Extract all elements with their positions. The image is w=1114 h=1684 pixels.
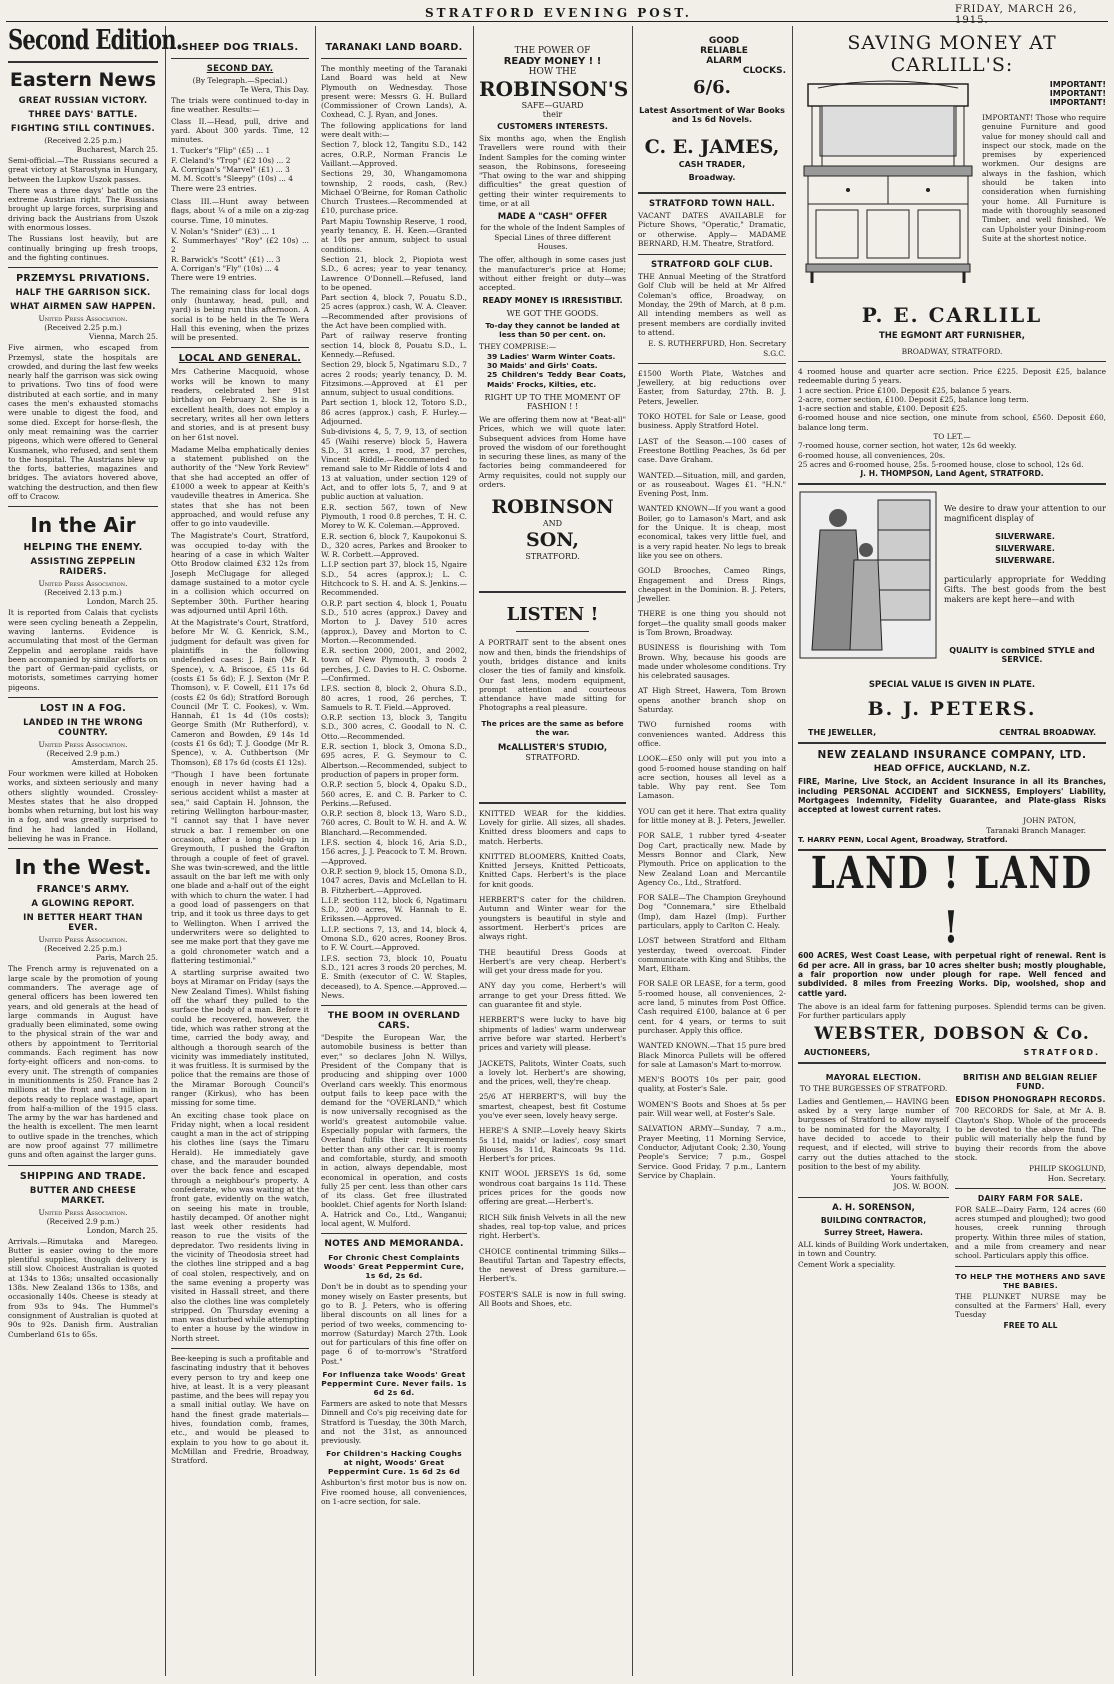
advert-line: IMPORTANT! — [1049, 80, 1106, 89]
carlill-advert — [798, 80, 1106, 285]
article-paragraph: Mrs Catherine Macquoid, whose works will be known to many readers, celebrated her 91st birthday on February 2. She is in excellent health, does not employ a secretary, writes all her own letters and stories, and is at present busy on her 61st novel. — [171, 367, 309, 442]
overland-cars-heading: THE BOOM IN OVERLAND CARS. — [327, 1011, 461, 1032]
advert-line: To-day they cannot be landed at less than 50 per cent. on. — [485, 321, 620, 340]
advert-paragraph: THE PLUNKET NURSE may be consulted at the Farmers' Hall, every Tuesday — [955, 1291, 1106, 1320]
land-heading: LAND ! LAND ! — [810, 848, 1094, 955]
plunket-heading: TO HELP THE MOTHERS AND SAVE THE BABIES. — [955, 1271, 1106, 1290]
advert-line: THE JEWELLER, — [808, 728, 877, 738]
webster-heading: WEBSTER, DOBSON & Co. — [814, 1024, 1090, 1045]
advert-line: HEAD OFFICE, AUCKLAND, N.Z. — [873, 764, 1031, 775]
result-row: V. Nolan's "Snider" (£3) ... 1 — [171, 226, 276, 236]
classified-advert: RICH Silk finish Velvets in all the new shades, real top-top value, and prices right. Herbert's. — [479, 1212, 626, 1241]
advert-line: THEY COMPRISE:— — [479, 342, 557, 352]
headline: ASSISTING ZEPPELIN RAIDERS. — [30, 557, 136, 578]
article-paragraph: L.I.P. section 112, block 6, Ngatimaru S.D., 200 acres, W. Hannah to E. Erikssen.—Approved. — [321, 895, 467, 924]
estate-listing: 6-roomed house and nice section, one minute from school, £560. Deposit £60, balance long term. — [798, 413, 1106, 432]
advert-line: CENTRAL BROADWAY. — [999, 728, 1096, 738]
carlill-name: P. E. CARLILL — [861, 303, 1043, 327]
article-paragraph: The Magistrate's Court, Stratford, was occupied to-day with the hearing of a case in which Walter Otto Brodow claimed £32 12s from Joseph McClugage for alleged damage sustained to a motor cycle in a collision which occurred on September 30th. Further hearing was adjourned until April 16th. — [171, 531, 309, 615]
article-paragraph: Ashburton's first motor bus is now on. Five roomed house, all conveniences, on 1-acre section, for sale. — [321, 1478, 467, 1507]
mayoral-heading: MAYORAL ELECTION. — [825, 1073, 922, 1083]
webster-footer — [804, 1048, 1100, 1057]
advert-line: Broadway. — [688, 173, 736, 182]
article-paragraph: E.R. section 6, block 7, Kaupokonui S. D., 320 acres, Parkes and Brooker to W. R. Corbett.—Approved. — [321, 531, 467, 560]
advert-line: MADE A "CASH" OFFER — [497, 212, 608, 223]
advert-line: Cement Work a speciality. — [798, 1260, 896, 1270]
advert-paragraph: FOR SALE—Dairy Farm, 124 acres (60 acres stumped and ploughed); two good houses, creek running through property. Within three miles of station, and a mile from creamery and near school. Particulars apply this office. — [955, 1204, 1106, 1261]
telegraph-note: (By Telegraph.—Special.) — [192, 76, 288, 85]
notes-item-heading: For Influenza take Woods' Great Peppermint Cure. Never fails. 1s 6d 2s 6d. — [321, 1370, 467, 1397]
article-paragraph: Farmers are asked to note that Messrs Dinnell and Co's pig receiving date for Stratford is Tuesday, the 30th March, and not the 31st, as announced previously. — [321, 1399, 467, 1446]
column-rule — [632, 26, 633, 1676]
article-paragraph: E.R. section 567, town of New Plymouth, 1 rood 0.8 perches, T. H. C. Morey to W. K. Coleman.—Approved. — [321, 502, 467, 531]
advert-line: ALARM — [706, 56, 742, 66]
classified-advert: £1500 Worth Plate, Watches and Jewellery, at big reductions over Easter, from Saturday, 27th. B. J. Peters, Jeweller. — [638, 368, 786, 406]
advert-line: QUALITY is combined STYLE and SERVICE. — [949, 646, 1095, 665]
advert-paragraph: We desire to draw your attention to our magnificent display of — [944, 504, 1106, 524]
notes-item-heading: For Children's Hacking Coughs at night, Woods' Great Peppermint Cure. 1s 6d 2s 6d — [326, 1449, 462, 1477]
estate-listing: 2-acre, corner section, £100. Deposit £25, balance long term. — [798, 394, 1029, 404]
dateline: Paris, March 25. — [96, 953, 158, 963]
received-time: (Received 2.9 p.m.) — [46, 1216, 120, 1226]
advert-line: FREE TO ALL — [1003, 1321, 1058, 1331]
sheep-dog-trials-heading: SHEEP DOG TRIALS. — [181, 42, 299, 53]
article-paragraph: The following applications for land were dealt with:— — [321, 120, 467, 140]
shop-illustration — [798, 490, 938, 660]
advert-paragraph: We are offering them now at "Beat-all" Prices, which we will quote later. Subsequent advices from Home have proved the wisdom of our forethought in securing these lines, as many of the factories being commandeered for Army requisites, could not supply our orders. — [479, 414, 626, 490]
in-the-west-heading: In the West. — [14, 855, 152, 880]
entries-count: There were 19 entries. — [171, 273, 257, 283]
article-paragraph: The French army is rejuvenated on a large scale by the promotion of young commanders. The average age of general officers has been lowered ten years, and old generals at the head of large commands in August have gradually been eliminated, some owing to the physical strain of the war and others by appointment to Territorial commands. Each regiment has now forty-eight officers and non-coms. to every unit. The strength of companies in munitionments is 250. France has 2 millions at the front and 1 million in depots ready to replace wastage, apart from half-a-million of the 1915 class. The army by the war has hardened and the health is excellent. The men learnt to outlive spade in the trenches, which are now proof against 77 millimetre guns and often against the larger guns. — [8, 964, 158, 1160]
article-paragraph: There was a three days' battle on the extreme Austrian right. The Russians brought up large forces, surprising and driving back the Austrians from Uszok with enormous losses. — [8, 185, 158, 233]
advert-line: HOW THE — [528, 67, 577, 77]
classified-advert: YOU can get it here. That extra quality for little money at B. J. Peters, Jeweller. — [638, 806, 786, 826]
advert-line: STRATFORD. — [525, 552, 580, 562]
headline: SECOND DAY. — [206, 64, 274, 74]
classified-advert: CHOICE continental trimming Silks—Beautiful Tartan and Tapestry effects, the newest of Dress garniture.—Herbert's. — [479, 1246, 626, 1284]
entries-count: There were 23 entries. — [171, 183, 257, 193]
advert-line: GOOD — [708, 36, 740, 46]
classified-advert: FOR SALE—The Champion Greyhound Dog "Connemara," sire Ethelbald (Imp), dam Hazel (Imp). Further particulars, apply to Carlton C. Healy. — [638, 893, 786, 930]
column-3 — [321, 26, 467, 1676]
article-paragraph: I.F.S. section 73, block 10, Pouatu S.D., 121 acres 3 roods 20 perches, M. E. Smith (executor of C. W. Staples, deceased), to A. Spence.—Approved.—News. — [321, 953, 467, 1000]
headline: A GLOWING REPORT. — [31, 899, 135, 910]
classified-advert: FOSTER'S SALE is now in full swing. All Boots and Shoes, etc. — [479, 1289, 626, 1309]
advert-line: The prices are the same as before the war. — [481, 718, 624, 737]
advert-line: SILVERWARE. — [995, 556, 1055, 566]
notes-item-heading: For Chronic Chest Complaints Woods' Great Peppermint Cure, 1s 6d, 2s 6d. — [323, 1253, 465, 1281]
classified-advert: VACANT DATES AVAILABLE for Picture Shows, "Operatic," Dramatic, or otherwise. Apply— MADAME BERNARD, H.M. Theatre, Stratford. — [638, 211, 786, 248]
advert-line: CUSTOMERS INTERESTS. — [497, 122, 608, 131]
headline: FRANCE'S ARMY. — [36, 884, 130, 896]
son-heading: SON, — [525, 529, 580, 552]
classified-advert: 25/6 AT HERBERT'S, will buy the smartest, cheapest, best fit Costume you've ever seen, lovely heavy serge. — [479, 1092, 626, 1120]
advert-line: BUILDING CONTRACTOR, — [820, 1215, 927, 1225]
article-paragraph: Four workmen were killed at Hoboken works, and sixteen seriously and many others slightly wounded. Crossley-Mestes states that he also dropped bombs when returning, but lost his way in a fog, and was greatly surprised to find he had landed in Holland, believing he was in France. — [8, 768, 158, 844]
classified-advert: FOR SALE OR LEASE, for a term, good 5-roomed house, all conveniences, 2-acre land, 5 minutes from Post Office. Cash required £100, balance at 6 per cent. for 4 years, or terms to suit purchaser. Apply this office. — [638, 979, 786, 1035]
masthead — [0, 0, 1114, 26]
column-rule — [315, 26, 316, 1676]
article-paragraph: An exciting chase took place on Friday night, when a local resident caught a man in the act of stripping his clothes line (says the Timaru Herald). He immediately gave chase, and the marauder bounded over the back fence and escaped through a neighbour's property. A confederate, who was waiting at the front gate, evidently on the watch, on seeing his mate in trouble, hastily decamped. Of another night last week other residents had reason to rue the visits of the depredator. Two residents living in the vicinity of Theodosia street had the clothes line stripped and a bag of coal stolen, respectively, and on the same evening a property was visited in Hassall street, and there also the clothes line was completely stripped. On Thursday evening a man was disturbed while attempting to enter a house by the window in North street. — [171, 1110, 309, 1343]
result-row: F. Cleland's "Trop" (£2 10s) ... 2 — [171, 155, 291, 165]
right-adverts — [955, 1069, 1106, 1330]
received-time: (Received 2.25 p.m.) — [44, 323, 122, 333]
article-paragraph: O.R.P. section 5, block 4, Opaku S.D., 560 acres, E. and C. B. Parker to C. Perkins.—Refused. — [321, 780, 467, 808]
advert-line: WE GOT THE GOODS. — [506, 309, 599, 319]
masthead-rule — [6, 21, 1108, 22]
column-rule — [473, 26, 474, 1676]
advert-line: SILVERWARE. — [995, 544, 1055, 554]
press-credit: United Press Association. — [38, 314, 128, 324]
classified-advert: JACKETS, Palitots, Winter Coats, such a lovely lot. Herbert's are showing, and the prices, well, they're cheap. — [479, 1058, 626, 1087]
dateline: Amsterdam, March 25. — [71, 757, 158, 767]
article-paragraph: Section 21, block 2, Piopiota west S.D., 6 acres; year to year tenancy, Lawrence O'Donnell.—Refused, land to be opened. — [321, 254, 467, 292]
article-paragraph: Section 29, block 5, Ngatimaru S.D., 7 acres 2 roods; yearly tenancy, D. M. Fitzsimons.—Approved at £1 per annum, subject to usual conditions. — [321, 360, 467, 398]
article-paragraph: Sub-divisions 4, 5, 7, 9, 13, of section 45 (Waihi reserve) block 5, Hawera S.D., 31 acres, 1 rood, 37 perches, Vincent Riddle.—Recommended to remand sale to Mr Riddle of lots 4 and 13 at valuation, under section 129 of Act, and to offer lots 5, 7, and 9 at public auction at valuation. — [321, 427, 467, 502]
article-paragraph: Sections 29, 30, Whangamomona township, 2 roods, cash, (Rev.) Michael O'Beirne, for Roman Catholic Church Trustees.—Recommended at £10, purchase price. — [321, 169, 467, 216]
article-paragraph: Part section 4, block 7, Pouatu S.D., 25 acres (approx.) cash, W. A. Cleaver.—Recommended after provisions of the Act have been complied with. — [321, 293, 467, 331]
bee-keeping-advert: Bee-keeping is such a profitable and fascinating industry that it behoves every person to try and keep one hive, at least. It is a very pleasant pastime, and the bees will repay you a small initial outlay. We have on hand the finest grade materials—hives, foundation comb, frames, etc., and would be pleased to explain to you how to go about it. McMillan and Fredrie, Broadway, Stratford. — [171, 1354, 309, 1466]
silverware-advert — [798, 490, 1106, 660]
advert-line: IMPORTANT! — [1049, 89, 1106, 98]
signature: JOS. W. BOON. — [893, 1182, 949, 1192]
headline: WHAT AIRMEN SAW HAPPEN. — [10, 302, 156, 313]
classified-advert: HERBERT'S cater for the children. Autumn and Winter wear for the youngsters is beautiful in style and assortment. Herbert's prices are always right. — [479, 895, 626, 942]
result-row: A. Corrigan's "Fly" (10s) ... 4 — [171, 264, 279, 274]
headline: HALF THE GARRISON SICK. — [15, 288, 151, 299]
advert-paragraph: The above is an ideal farm for fattening purposes. Splendid terms can be given. For further particulars apply — [798, 1001, 1106, 1021]
headline: SHIPPING AND TRADE. — [19, 1170, 147, 1182]
insurance-heading: NEW ZEALAND INSURANCE COMPANY, LTD. — [817, 749, 1087, 762]
clock-price: 6/6. — [693, 77, 731, 98]
article-paragraph: At the Magistrate's Court, Stratford, before Mr W. G. Kenrick, S.M., judgment for default was given for plaintiffs in the following undefended cases: J. Bain (Mr R. Spence), v. A. Briscoe, £5 11s 6d (costs £1 5s 6d); F. J. Sexton (Mr P. Thomson), v. F. Cowell, £11 17s 6d (costs £2 0s 6d); Stratford Borough Council (Mr T. C. Fookes), v. Wm. Hannah, £1 1s 4d (10s costs); George Smith (Mr Rutherford), v. Cameron and Bowden, £9 14s 1d (costs £1 6s 6d); T. J. Goodge (Mr R. Spence), v. A. Cuthbertson (Mr Thomson), £8 17s 6d (costs £1 12s). — [171, 618, 309, 767]
article-paragraph: L.I.P. sections 7, 13, and 14, block 4, Omona S.D., 620 acres, Rooney Bros. to F. W. Court.—Approved. — [321, 924, 467, 953]
article-paragraph: O.R.P. section 8, block 13, Waro S.D., 760 acres, C. Boult to W. H. and A. W. Blanchard.—Recommended. — [321, 809, 467, 837]
town-hall-heading: STRATFORD TOWN HALL. — [649, 199, 775, 209]
result-row: K. Summerhayes' "Roy" (£2 10s) ... 2 — [171, 236, 309, 255]
advert-line: Surrey Street, Hawera. — [824, 1227, 923, 1237]
advert-paragraph: The offer, although in some cases just the manufacturer's price at Home; without either freight or duty—was accepted. — [479, 255, 626, 293]
result-row: R. Barwick's "Scott" (£1) ... 3 — [171, 254, 281, 264]
advert-paragraph: A PORTRAIT sent to the absent ones now and then, binds the friendships of youth, bridges distance and knits closer the ties of family and kinsfolk. Our fast lens, modern equipment, prompt attention and courteous attendance have made sitting for Photographs a real pleasure. — [479, 638, 626, 713]
advert-line: THE POWER OF — [514, 46, 591, 56]
column-5 — [638, 26, 786, 1676]
article-paragraph: The remaining class for local dogs only (huntaway, head, pull, and yard) is being run this afternoon. A social is to be held in the Te Wera Hall this evening, when the prizes will be presented. — [171, 286, 309, 343]
left-adverts — [798, 1069, 949, 1330]
taranaki-land-board-heading: TARANAKI LAND BOARD. — [325, 42, 463, 53]
signature: Taranaki Branch Manager. — [986, 825, 1086, 835]
article-paragraph: O.R.P. part section 4, block 1, Pouatu S.D., 510 acres (approx.) Davey and Morton to J. Davey 510 acres (approx.), Davey and Morton to C. Morton.—Recommended. — [321, 598, 467, 645]
column-rule — [165, 26, 166, 1676]
classified-advert: WANTED KNOWN—If you want a good Boiler, go to Lamason's Mart, and ask for the Unique. It is cheap, most economical, takes very little fuel, and is a very rapid heater. No legs to break like you see on others. — [638, 504, 786, 560]
column-rule — [792, 26, 793, 1676]
local-and-general-heading: LOCAL AND GENERAL. — [178, 353, 302, 365]
article-paragraph: The monthly meeting of the Taranaki Land Board was held at New Plymouth on Wednesday. Those present were: Messrs G. H. Bullard (Commissioner of Crown Lands), A. Coxhead, C. J. Ryan, and Jones. — [321, 64, 467, 120]
edison-heading: EDISON PHONOGRAPH RECORDS. — [955, 1095, 1106, 1105]
classified-advert: LOST between Stratford and Eltham yesterday, tweed overcoat. Finder communicate with King and Stibbs, the Mart, Eltham. — [638, 936, 786, 974]
advert-line: READY MONEY IS IRRESISTIBLT. — [482, 296, 623, 306]
advert-paragraph: Ladies and Gentlemen,— HAVING been asked by a very large number of burgesses of Stratford to allow myself to be nominated for the Mayoralty, I have decided to accede to their request, and if elected, will strive to carry out the duties attached to the position to the best of my ability. — [798, 1096, 949, 1171]
article-paragraph: Five airmen, who escaped from Przemysl, state the hospitals are crowded, and during the last few weeks nearly half the garrison was sick owing to privations. Two tins of food were distributed at each sortie, and in many cases the men's exhausted stomachs were unable to digest the food, and some died. Except for horse-flesh, the only meat remaining was the carrier pigeons, which were offered to General Kusmanek, who refused, and sent them to the hospital. The Austrians blew up the forts, batteries, magazines and bridges. The aviators hovered above, watching the destruction, and then flew off to Cracow. — [8, 343, 158, 502]
advert-line: AUCTIONEERS, — [804, 1048, 871, 1058]
estate-listing: 4 roomed house and quarter acre section. Price £225. Deposit £25, balance redeemable during 5 years. — [798, 367, 1106, 386]
dateline: London, March 25. — [86, 597, 158, 607]
estate-listing: 7-roomed house, corner section, hot water, 12s 6d weekly. — [798, 441, 1017, 451]
classified-advert: KNIT WOOL JERSEYS 1s 6d, some wondrous coat bargains 1s 11d. These prices prices for the goods now offering are great.—Herbert's. — [479, 1169, 626, 1207]
column-6 — [798, 26, 1106, 1676]
article-paragraph: E.R. section 1, block 3, Omona S.D., 695 acres, F. G. Seymour to C. Albertson.—Recommended, subject to production of papers in proper form. — [321, 742, 467, 779]
advert-paragraph: particularly appropriate for Wedding Gifts. The best goods from the best makers are kept here—and with — [944, 575, 1106, 605]
classified-advert: WANTED KNOWN.—That 15 pure bred Black Minorca Pullets will be offered for sale at Lamason's Mart to-morrow. — [638, 1041, 786, 1069]
article-paragraph: Class II.—Head, pull, drive and yard. About 300 yards. Time, 12 minutes. — [171, 116, 309, 145]
advert-line: STRATFORD. — [525, 752, 580, 762]
advert-line: THE EGMONT ART FURNISHER, — [878, 331, 1026, 341]
advert-paragraph: 700 RECORDS for Sale, at Mr A. B. Clayton's Shop. Whole of the proceeds to be devoted to the above fund. The public will materially help the fund by buying their records from the above stock. — [955, 1106, 1106, 1162]
headline: IN BETTER HEART THAN EVER. — [23, 913, 143, 934]
advert-paragraph: FIRE, Marine, Live Stock, an Accident Insurance in all its Branches, including PERSONAL ACCIDENT and SICKNESS, Employers' Liability, Mortgagees Indemnity, Fidelity Guarantee, and Plate-glass Risks accepted at lowest current rates. — [798, 777, 1106, 815]
result-row: A. Corrigan's "Marvel" (£1) ... 3 — [171, 165, 290, 175]
signature: Hon. Secretary. — [1047, 1173, 1106, 1183]
article-paragraph: I.F.S. section 8, block 2, Ohura S.D., 80 acres, 1 rood, 26 perches, T. Samuels to R. T. Field.—Approved. — [321, 684, 467, 712]
estate-listing: 6-roomed house, all conveniences, 20s. — [798, 450, 946, 460]
advert-list-item: 30 Maids' and Girls' Coats. — [487, 361, 598, 371]
advert-line: READY MONEY ! ! — [503, 56, 602, 67]
classified-advert: BUSINESS is flourishing with Tom Brown. Why, because his goods are made under wholesome conditions. Try his celebrated sausages. — [638, 643, 786, 681]
peters-name: B. J. PETERS. — [867, 698, 1037, 721]
received-time: (Received 2.25 p.m.) — [44, 136, 122, 145]
column-4 — [479, 26, 629, 1676]
headline: BUTTER AND CHEESE MARKET. — [29, 1185, 137, 1206]
article-paragraph: It is reported from Calais that cyclists were seen cycling beneath a Zeppelin, waving lanterns. Evidence is accumulating that most of the German Zeppelin and aeroplane raids have been accompanied by similar efforts on the part of German-paid cyclists, or motorists, sometimes carrying homer pigeons. — [8, 608, 158, 692]
sideboard-illustration — [798, 80, 978, 285]
classified-advert: FOR SALE, 1 rubber tyred 4-seater Dog Cart, practically new. Made by Messrs Bonnor and Clark, New Plymouth. Price on application to the New Zealand Loan and Mercantile Agency Co., Ltd., Stratford. — [638, 831, 786, 887]
headline: GREAT RUSSIAN VICTORY. — [18, 96, 148, 106]
article-paragraph: Semi-official.—The Russians secured a great victory at Starostyna in Hungary, between the Lupkow Uszok passes. — [8, 156, 158, 184]
classified-advert: HERE'S A SNIP.—Lovely heavy Skirts 5s 11d, maids' or ladies', cosy smart Blouses 3s 11d, Raincoats 9s 11d. Herbert's for prices. — [479, 1126, 626, 1164]
signature: PHILIP SKOGLUND, — [1028, 1164, 1106, 1174]
article-paragraph: "Though I have been fortunate enough in never having had a serious accident whilst a master at sea," said Captain H. Johnson, the retiring Wellington harbour-master, "I cannot say that I have never struck a bar. I remember on one occasion, after a long hold-up in Greymouth, I pushed the Grafton through a couple of feet of gravel. She was twin-screwed, and the little assault on the bar left me with only one blade and a-half out of the eight with which to churn the water. I had a good load of passengers on that trip, and it took us three days to get to Wellington. When I arrived the underwriters were so delighted to see me make port that they gave me a gold chronometer watch and a flattering testimonial." — [171, 769, 309, 965]
press-credit: United Press Association. — [38, 579, 128, 589]
classified-advert: TOKO HOTEL for Sale or Lease, good business. Apply Stratford Hotel. — [638, 412, 786, 431]
advert-list-item: 39 Ladies' Warm Winter Coats. — [487, 351, 616, 361]
classified-advert: HERBERT'S were lucky to have big shipments of ladies' warm underwear arrive before war started. Herbert's prices and variety will please. — [479, 1015, 626, 1053]
listen-heading: LISTEN ! — [506, 604, 599, 626]
headline: HELPING THE ENEMY. — [23, 542, 143, 554]
classified-advert: THE beautiful Dress Goods at Herbert's are very cheap. Herbert's will get your dress made for you. — [479, 947, 626, 976]
received-time: (Received 2.9 p.m.) — [46, 748, 120, 758]
press-credit: United Press Association. — [38, 1207, 128, 1217]
classified-advert: AT High Street, Hawera, Tom Brown opens another branch shop on Saturday. — [638, 686, 786, 715]
advert-paragraph: IMPORTANT! Those who require genuine Furniture and good value for money should call and inspect our stock, made on the premises by experienced workmen. Our designs are always in the fashion, which should be taken into consideration when furnishing your home. All Furniture is made with thoroughly seasoned Timber, and well finished. We can Upholster your Dining-room Suite at the shortest notice. — [982, 113, 1106, 243]
classified-advert: MEN'S BOOTS 10s per pair, good quality, at Foster's Sale. — [638, 1075, 786, 1094]
article-paragraph: A startling surprise awaited two boys at Miramar on Friday (says the New Zealand Times). Whilst fishing off the wharf they pulled to the surface the body of a man. Before it could be recovered, however, the tide, which was rather strong at the time, carried the body away, and although a thorough search of the vicinity was immediately instituted, it was fruitless. It is surmised by the police that the remains are those of the Miramar Borough Council's ranger (Kirkus), who has been missing for some time. — [171, 968, 309, 1108]
article-paragraph: Part section 1, block 12, Totoro S.D., 86 acres (approx.) cash, F. Hurley.—Adjourned. — [321, 398, 467, 426]
article-paragraph: "Despite the European War, the automobile business is better than ever," so declares John N. Willys, President of the Company that is producing and shipping over 1000 Overland cars weekly. This enormous output fails to keep pace with the demand for the "OVERLAND," which is now universally recognised as the world's greatest automobile value. Especially popular with farmers, the Overland fulfils their requirements better than any other car. It is roomy and comfortable, sturdy, and smooth in action, always dependable, most economical in operation, and costs fully 25 per cent. less than other cars of its class. Get free illustrated booklet. Chief agents for North Island: A. Hatrick and Co., Ltd., Wanganui; local agent, W. Mulford. — [321, 1033, 467, 1229]
article-paragraph: Madame Melba emphatically denies a statement published on the authority of the "New York Review" that she had accepted an offer of £1000 a week to appear at Keith's vaudeville theatres in America. She states that she has not been approached, and would refuse any offer to go into vaudeville. — [171, 444, 309, 529]
carlill-heading: CARLILL'S: — [890, 54, 1014, 76]
column-1 — [8, 25, 183, 1676]
classified-advert: TWO furnished rooms with conveniences wanted. Address this office. — [638, 720, 786, 748]
robinsons-heading: ROBINSON'S — [479, 77, 629, 101]
headline: LOST IN A FOG. — [39, 702, 127, 714]
article-paragraph: Don't be in doubt as to spending your money wisely on Easter presents, but go to B. J. Peters, who is offering liberal discounts on all lines for a period of two weeks, commencing to-morrow (Saturday) March 27th. Look out for particulars of this fine offer on page 6 of to-morrow's "Stratford Post." — [321, 1282, 467, 1366]
result-row: M. M. Scott's "Sleepy" (10s) ... 4 — [171, 174, 293, 184]
column-2 — [171, 26, 309, 1676]
advert-line: AND — [542, 519, 563, 529]
sorenson-name: A. H. SORENSON, — [832, 1202, 915, 1213]
dairy-farm-heading: DAIRY FARM FOR SALE. — [977, 1193, 1084, 1203]
article-paragraph: E.R. section 2000, 2001, and 2002, town of New Plymouth, 3 roods 2 perches, J. C. Davies to H. C. Osborne.—Confirmed. — [321, 646, 467, 683]
article-paragraph: Part of railway reserve fronting section 14, block 8, Pouatu S.D., L. Kennedy.—Refused. — [321, 331, 467, 359]
advert-line: RELIABLE — [700, 46, 748, 56]
advert-line: SILVERWARE. — [995, 532, 1055, 542]
received-time: (Received 2.25 p.m.) — [44, 944, 122, 954]
article-paragraph: O.R.P. section 13, block 3, Tangitu S.D., 300 acres, C. Goodall to N. C. Otto.—Recommended. — [321, 713, 467, 741]
eastern-news-heading: Eastern News — [9, 69, 157, 91]
article-paragraph: Arrivals.—Rimutaka and Maregeo. Butter is easier owing to the more plentiful supplies, though delivery is still slow. Choicest Australian is quoted at 134s to 136s; unsalted occasionally 138s. New Zealand 136s to 138s, and occasionally 140s. Cheese is steady at from 93s to 94s. The Hummel's consignment of Australian is quoted at 90s to 92s. Danish firm. Australian Cumberland 61s to 65s. — [8, 1236, 158, 1339]
signature: JOHN PATON, — [1023, 816, 1076, 826]
classified-advert: THERE is one thing you should not forget—the quality small goods maker is Tom Brown, Broadway. — [638, 609, 786, 637]
advert-line: their — [542, 110, 563, 119]
golf-club-heading: STRATFORD GOLF CLUB. — [650, 260, 774, 271]
peters-footer — [808, 728, 1096, 737]
james-heading: C. E. JAMES, — [644, 136, 780, 158]
carlill-heading: SAVING MONEY AT — [847, 32, 1057, 54]
classified-advert: KNITTED BLOOMERS, Knitted Coats, Knitted Jerseys, Knitted Petticoats, Knitted Caps. Herbert's is the place for knit goods. — [479, 851, 626, 889]
estate-listing: TO LET.— — [933, 432, 971, 442]
advert-line: BROADWAY, STRATFORD. — [901, 347, 1003, 356]
advert-line: STRATFORD. — [1023, 1048, 1100, 1058]
dateline: Vienna, March 25. — [88, 332, 158, 342]
article-paragraph: I.F.S. section 4, block 16, Aria S.D., 156 acres, J. J. Peacock to T. M. Brown.—Approved. — [321, 838, 467, 866]
classified-advert: SALVATION ARMY—Sunday, 7 a.m., Prayer Meeting, 11 Morning Service, Conductor, Adjutant Cook; 2.30, Young People's Service; 7 p.m., Gospel Service. Good Friday, 7 p.m., Lantern Service by Chaplain. — [638, 1124, 786, 1180]
advert-paragraph: ALL kinds of Building Work undertaken, in town and Country. — [798, 1239, 949, 1258]
estate-listing: 1-acre section and stable, £100. Deposit £25. — [798, 404, 968, 414]
classified-advert: LAST of the Season.—100 cases of Freestone Bottling Peaches, 3s 6d per case. Dave Graham. — [638, 436, 786, 465]
advert-paragraph: 600 ACRES, West Coast Lease, with perpetual right of renewal. Rent is 6d per acre. All in grass, bar 10 acres shelter bush; mostly ploughable, a fair proportion now under plough for rape. Well fenced and subdivided. 8 miles from Freezing Works. Dip, woolshed, shop and cattle yard. — [798, 951, 1106, 998]
agent-name: J. H. THOMPSON, Land Agent, STRATFORD. — [860, 469, 1044, 479]
press-credit: United Press Association. — [38, 739, 128, 749]
in-the-air-heading: In the Air — [30, 513, 136, 538]
dateline: London, March 25. — [86, 1225, 158, 1235]
headline: PRZEMYSL PRIVATIONS. — [16, 273, 150, 285]
bottom-adverts — [798, 1069, 1106, 1330]
classified-advert: WANTED.—Situation, mill, and garden, or as rouseabout. Wages £1. "H.N." Evening Post, Inm. — [638, 470, 786, 499]
robinson-heading: ROBINSON — [491, 496, 614, 519]
article-paragraph: O.R.P. section 9, block 15, Omona S.D., 1047 acres, Davis and McLellan to H. B. Fitzherbert.—Approved. — [321, 866, 467, 895]
advert-list-item: 25 Children's Teddy Bear Coats, Maids' Frocks, Kilties, etc. — [487, 370, 626, 389]
received-time: (Received 2.13 p.m.) — [44, 588, 122, 598]
signature: E. S. RUTHERFURD, Hon. Secretary S.G.C. — [648, 339, 786, 358]
headline: FIGHTING STILL CONTINUES. — [10, 124, 156, 134]
studio-name: McALLISTER'S STUDIO, — [497, 742, 608, 753]
advert-line: Latest Assortment of War Books and 1s 6d Novels. — [639, 106, 785, 124]
article-paragraph: Part Mapiu Township Reserve, 1 rood, yearly tenancy, E. H. Keen.—Granted at 10s per annum, subject to usual conditions. — [321, 216, 467, 254]
classified-advert: THE Annual Meeting of the Stratford Golf Club will be held at Mr Alfred Coleman's office, Broadway, on Monday, the 29th of March, at 8 p.m. All intending members as well as present members are cordially invited to attend. — [638, 272, 786, 337]
advert-line: SAFE—GUARD — [521, 101, 584, 110]
article-paragraph: The Russians lost heavily, but are continually bringing up fresh troops, and the fighting continues. — [8, 234, 158, 262]
press-credit: United Press Association. — [38, 935, 128, 945]
dateline: Bucharest, March 25. — [76, 145, 158, 154]
masthead-title: STRATFORD EVENING POST. — [425, 6, 692, 20]
agent-name: T. HARRY PENN, Local Agent, Broadway, Stratford. — [798, 835, 1008, 845]
article-paragraph: Class III.—Hunt away between flags, about ¼ of a mile on a zig-zag course. Time, 10 minutes. — [171, 196, 309, 225]
article-paragraph: The trials were continued to-day in fine weather. Results:— — [171, 96, 309, 115]
headline: LANDED IN THE WRONG COUNTRY. — [23, 717, 143, 738]
advert-paragraph: for the whole of the Indent Samples of Special Lines of three different Houses. — [480, 223, 625, 251]
classified-advert: ANY day you come, Herbert's will arrange to get your Dress fitted. We can guarantee fit and style. — [479, 981, 626, 1010]
advert-line: RIGHT UP TO THE MOMENT OF FASHION ! ! — [484, 392, 621, 411]
article-paragraph: L.I.P section part 37, block 15, Ngaire S.D., 54 acres (approx.); L. C. Hitchcock to S. H. and A. S. Jenkins.—Recommended. — [321, 560, 467, 598]
advert-line: IMPORTANT! — [1049, 98, 1106, 107]
headline: THREE DAYS' BATTLE. — [28, 110, 138, 120]
article-paragraph: Section 7, block 12, Tangitu S.D., 142 acres, O.R.P., Norman Francis Le Vaillant.—Approved. — [321, 140, 467, 168]
signature: Yours faithfully, — [890, 1173, 949, 1183]
estate-listing: 1 acre section. Price £100. Deposit £25, balance 5 years. — [798, 385, 1012, 395]
estate-listing: 25 acres and 6-roomed house, 25s. 5-roomed house, close to school, 12s 6d. — [798, 459, 1084, 469]
notes-heading: NOTES AND MEMORANDA. — [324, 1239, 464, 1250]
advert-line: CLOCKS. — [742, 66, 786, 76]
relief-fund-heading: BRITISH AND BELGIAN RELIEF FUND. — [963, 1073, 1098, 1092]
classified-advert: KNITTED WEAR for the kiddies. Lovely for girlie. All sizes, all shades. Knitted dress bloomers and caps to match. Herberts. — [479, 808, 626, 846]
classified-advert: LOOK—£50 only will put you into a good 5-roomed house standing on half acre section, houses all level as a table. Why pay rent. See Tom Lamason. — [638, 754, 786, 801]
dateline: Te Wera, This Day. — [239, 85, 309, 94]
classified-advert: GOLD Brooches, Cameo Rings, Engagement and Dress Rings, cheapest in the Dominion. B. J. Peters, Jeweller. — [638, 566, 786, 604]
masthead-date: FRIDAY, MARCH 26, 1915. — [955, 4, 1078, 26]
classified-advert: WOMEN'S Boots and Shoes at 5s per pair. Will wear well, at Foster's Sale. — [638, 1099, 786, 1119]
edition-heading: Second Edition. — [8, 25, 183, 56]
result-row: 1. Tucker's "Flip" (£5) ... 1 — [171, 146, 271, 156]
advert-line: CASH TRADER, — [678, 160, 746, 169]
advert-line: TO THE BURGESSES OF STRATFORD. — [799, 1084, 948, 1094]
advert-line: SPECIAL VALUE IS GIVEN IN PLATE. — [868, 680, 1036, 691]
advert-paragraph: Six months ago, when the English Travellers were round with their Indent Samples for the coming winter season, the Robinsons, foreseeing "That owing to the war and shipping difficulties" the great question of getting their winter requirements to time, or at all — [479, 134, 626, 209]
